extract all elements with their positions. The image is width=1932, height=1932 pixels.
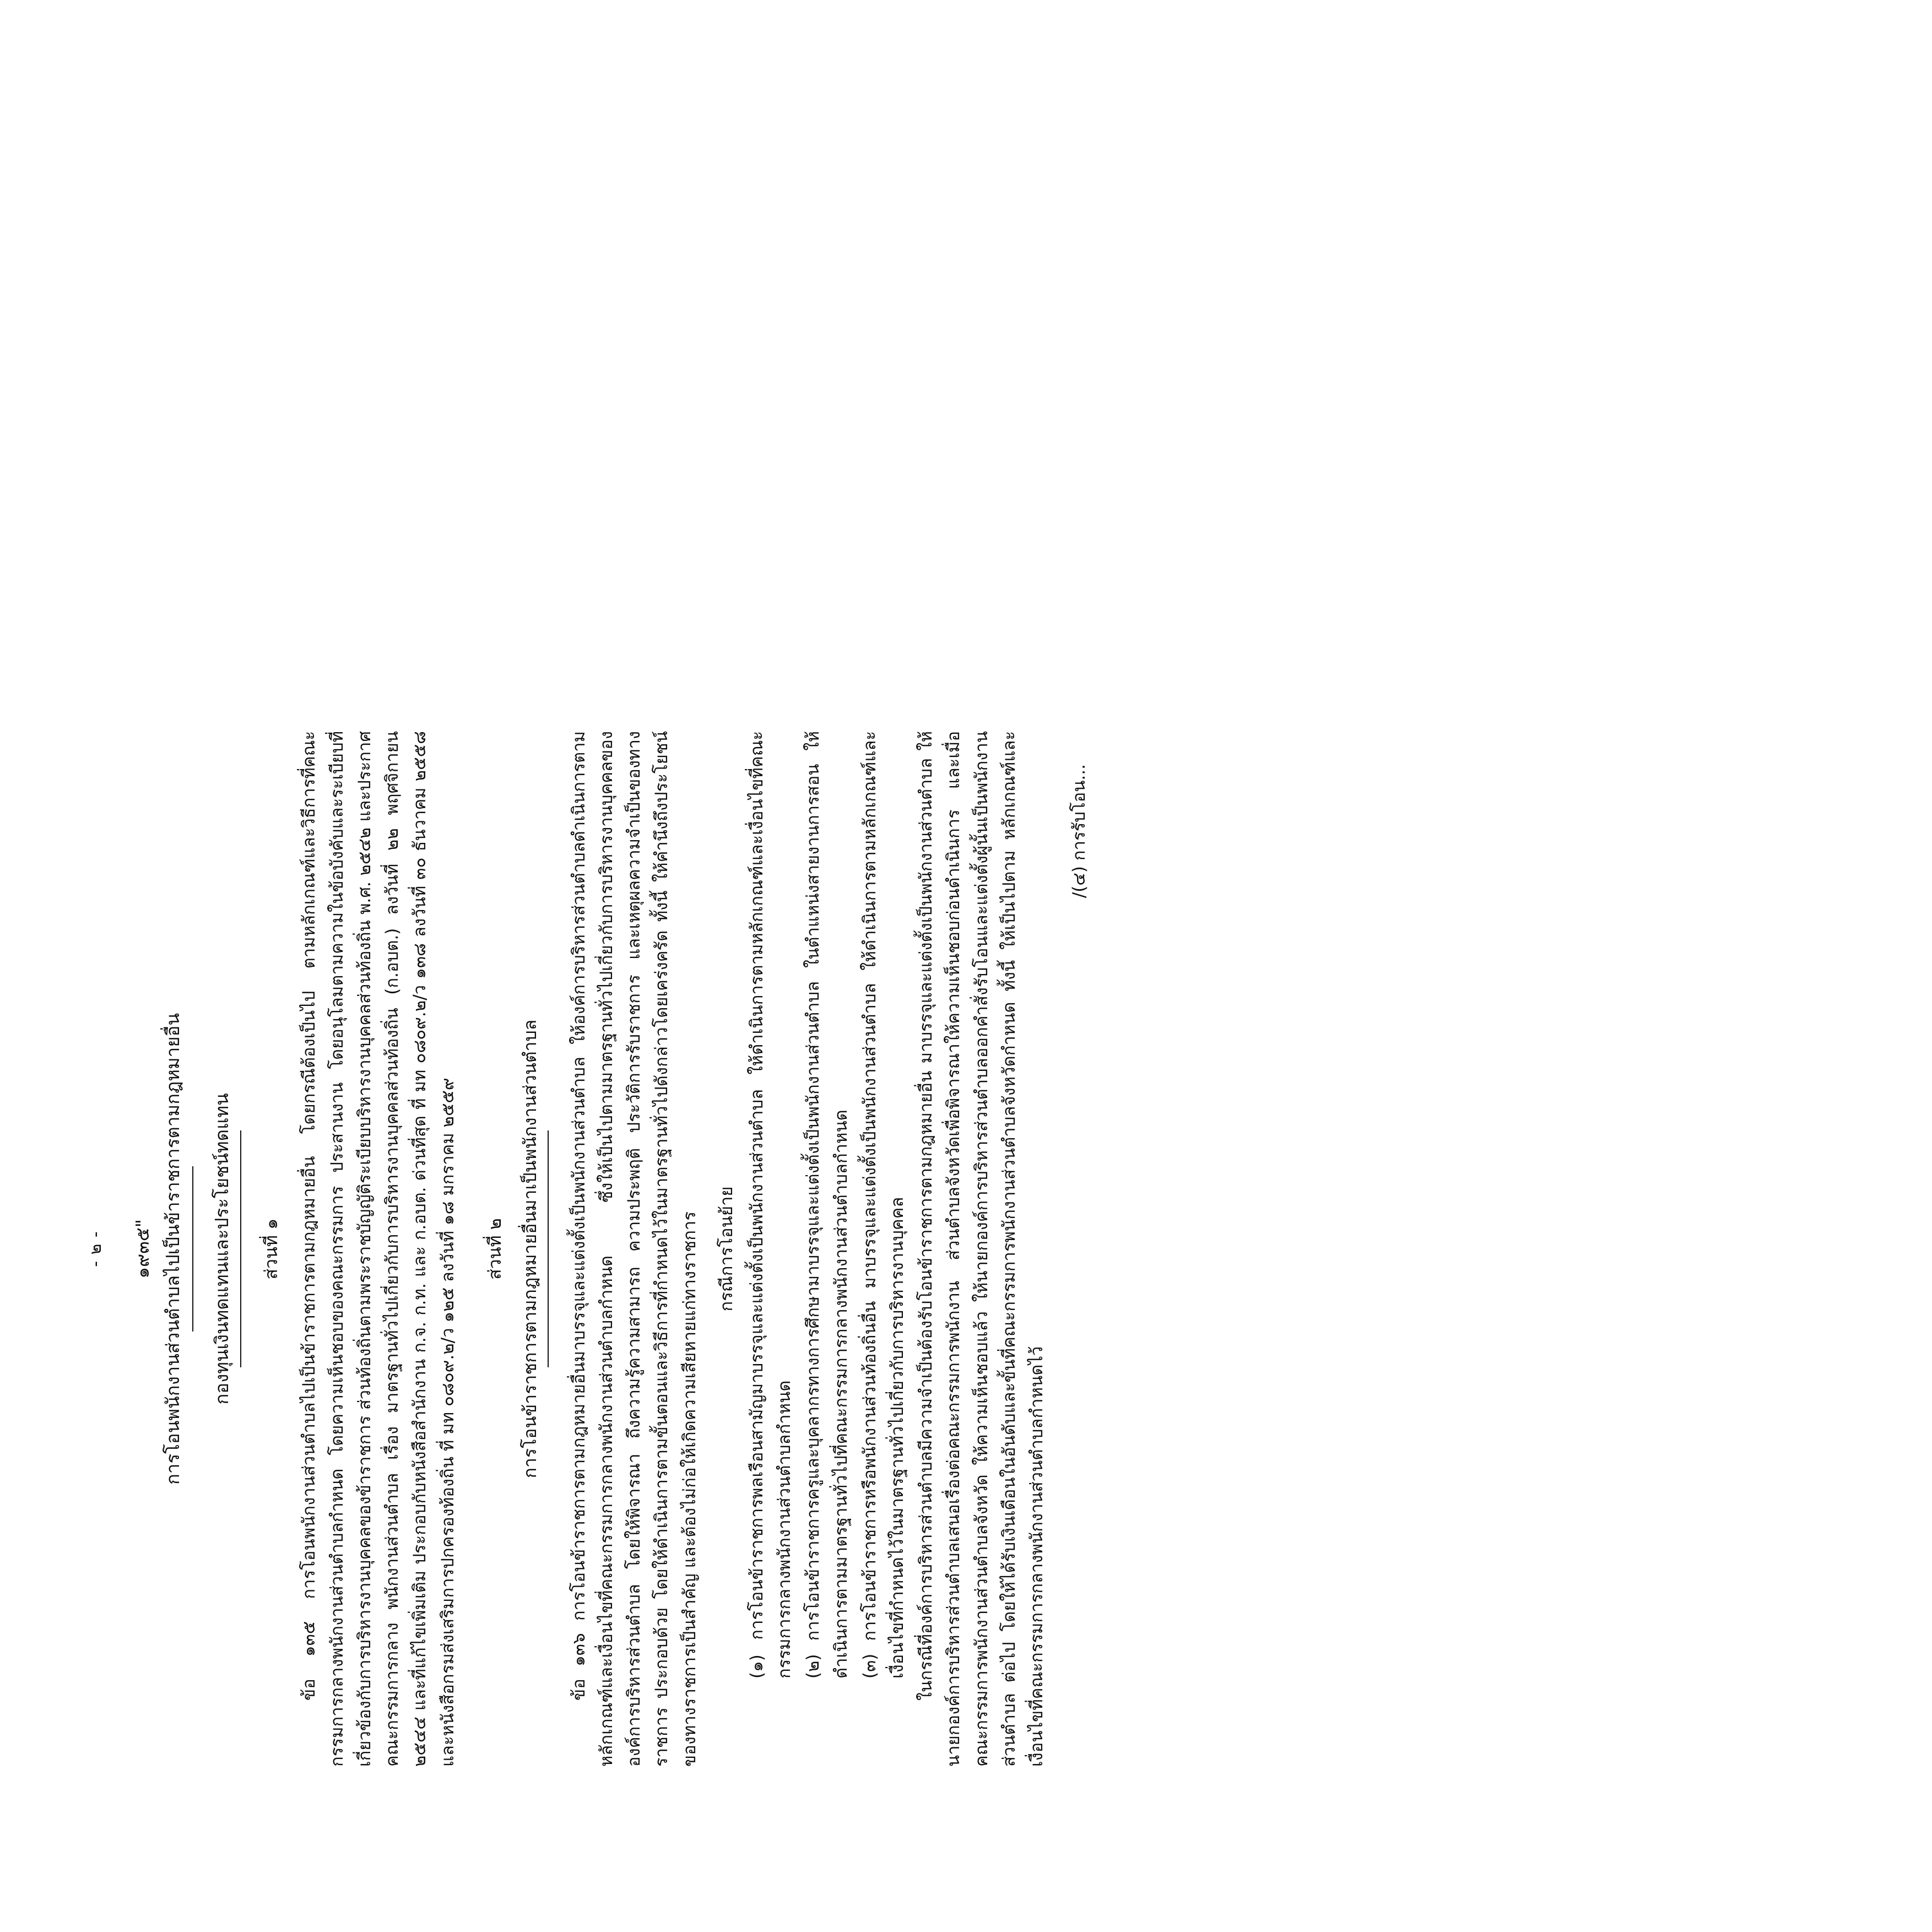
scanned-page-rotator xyxy=(0,566,1932,1932)
subtitle-divider xyxy=(240,1130,241,1367)
clause-136 xyxy=(565,731,703,1767)
list-item xyxy=(799,731,854,1767)
list-item-label: (๒) xyxy=(803,1654,824,1679)
page-number: - ๒ - xyxy=(86,1231,105,1267)
list-item-text: การโอนข้าราชการครูและบุคลากรทางการศึกษามาบรรจุและแต่งตั้งเป็นพนักงานส่วนตำบล ในตำแหน่งสายงานการสอน ให้ดำเนินการตามมาตรฐานทั่วไปที่คณะกรรมการกลางพนักงานส่วนตำบลกำหนด xyxy=(803,730,851,1679)
continuation-note: /(๔) การรับโอน... xyxy=(1069,764,1090,899)
sub-heading: กรณีการโอนย้าย xyxy=(716,1186,737,1312)
document-page xyxy=(0,566,1932,1932)
quote-mark: ๑๙๓๕" xyxy=(132,1219,153,1279)
list-item-label: (๑) xyxy=(746,1654,767,1679)
document-subtitle: กองทุนเงินทดแทนและประโยชน์ทดแทน xyxy=(211,1093,233,1405)
clause-136-number: ข้อ ๑๓๖ xyxy=(569,1633,589,1701)
clause-135-text: การโอนพนักงานส่วนตำบลไปเป็นข้าราชการตามกฎหมายอื่น โดยกรณีต้องเป็นไป ตามหลักเกณฑ์และวิธีการที่คณะกรรมการกลางพนักงานส่วนตำบลกำหนด โดยความเห็นชอบของคณะกรรมการ ประสานงาน โดยอนุโลมตามความในข้อบังคับและระเบียบที่เกี่ยวข้องกับการบริหารงานบุคคลของข้าราชการ ส่วนท้องถิ่นตามพระราชบัญญัติระเบียบบริหารงานบุคคลส่วนท้องถิ่น พ.ศ. ๒๕๔๒ และประกาศคณะกรรมการกลาง พนักงานส่วนตำบล เรื่อง มาตรฐานทั่วไปเกี่ยวกับการบริหารงานบุคคลส่วนท้องถิ่น (ก.อบต.) ลงวันที่ ๒๒ พฤศจิกายน ๒๕๔๔ และที่แก้ไขเพิ่มเติม ประกอบกับหนังสือสำนักงาน ก.จ. ก.ท. และ ก.อบต. ด่วนที่สุด ที่ มท ๐๘๐๙.๒/ว ๑๓๘ ลงวันที่ ๓๐ ธันวาคม ๒๕๕๘ และหนังสือกรมส่งเสริมการปกครองท้องถิ่น ที่ มท ๐๘๐๙.๒/ว ๑๒๕ ลงวันที่ ๑๘ มกราคม ๒๕๕๙ xyxy=(299,731,458,1767)
part-two-label: ส่วนที่ ๒ xyxy=(484,1218,505,1280)
part-one-label: ส่วนที่ ๑ xyxy=(261,1218,282,1280)
list-item-label: (๓) xyxy=(859,1653,880,1679)
part-two-divider xyxy=(548,1130,549,1367)
closing-paragraph: ในกรณีที่องค์การบริหารส่วนตำบลมีความจำเป็นต้องรับโอนข้าราชการตามกฎหมายอื่น มาบรรจุและแต่งตั้งเป็นพนักงานส่วนตำบล ให้นายกองค์การบริหารส่วนตำบลเสนอเรื่องต่อคณะกรรมการพนักงาน ส่วนตำบลจังหวัดเพื่อพิจารณาให้ความเห็นชอบก่อนดำเนินการ และเมื่อคณะกรรมการพนักงานส่วนตำบลจังหวัด ให้ความเห็นชอบแล้ว ให้นายกองค์การบริหารส่วนตำบลออกคำสั่งรับโอนและแต่งตั้งผู้นั้นเป็นพนักงานส่วนตำบล ต่อไป โดยให้ได้รับเงินเดือนในอันดับและขั้นที่คณะกรรมการพนักงานส่วนตำบลจังหวัดกำหนด ทั้งนี้ ให้เป็นไปตาม หลักเกณฑ์และเงื่อนไขที่คณะกรรมการกลางพนักงานส่วนตำบลกำหนดไว้ xyxy=(916,731,1047,1767)
clause-135 xyxy=(295,731,461,1767)
clause-135-number: ข้อ ๑๓๕ xyxy=(299,1621,320,1701)
clause-136-text: การโอนข้าราชการตามกฎหมายอื่นมาบรรจุและแต่งตั้งเป็นพนักงานส่วนตำบล ให้องค์การบริหารส่วนตำบลดำเนินการตามหลักเกณฑ์และเงื่อนไขที่คณะกรรมการกลางพนักงานส่วนตำบลกำหนด ซึ่งให้เป็นไปตามมาตรฐานทั่วไปเกี่ยวกับการบริหารงานบุคคลขององค์การบริหารส่วนตำบล โดยให้พิจารณา ถึงความรู้ความสามารถ ความประพฤติ ประวัติการรับราชการ และเหตุผลความจำเป็นของทางราชการ ประกอบด้วย โดยให้ดำเนินการตามขั้นตอนและวิธีการที่กำหนดไว้ในมาตรฐานทั่วไปดังกล่าวโดยเคร่งครัด ทั้งนี้ ให้คำนึงถึงประโยชน์ของทางราชการเป็นสำคัญ และต้องไม่ก่อให้เกิดความเสียหายแก่ทางราชการ xyxy=(569,731,700,1767)
list-item-text: การโอนข้าราชการพลเรือนสามัญมาบรรจุและแต่งตั้งเป็นพนักงานส่วนตำบล ให้ดำเนินการตามหลักเกณฑ์และเงื่อนไขที่คณะกรรมการกลางพนักงานส่วนตำบลกำหนด xyxy=(746,731,795,1679)
list-item xyxy=(743,731,798,1767)
list-item xyxy=(856,731,911,1767)
document-title: การโอนพนักงานส่วนตำบลไปเป็นข้าราชการตามกฎหมายอื่น xyxy=(162,1013,184,1485)
title-divider xyxy=(192,1166,193,1332)
part-two-title: การโอนข้าราชการตามกฎหมายอื่นมาเป็นพนักงานส่วนตำบล xyxy=(519,1019,540,1479)
list-item-text: การโอนข้าราชการหรือพนักงานส่วนท้องถิ่นอื่น มาบรรจุและแต่งตั้งเป็นพนักงานส่วนตำบล ให้ดำเนินการตามหลักเกณฑ์และเงื่อนไขที่กำหนดไว้ในมาตรฐานทั่วไปเกี่ยวกับการบริหารงานบุคคล xyxy=(859,731,907,1679)
